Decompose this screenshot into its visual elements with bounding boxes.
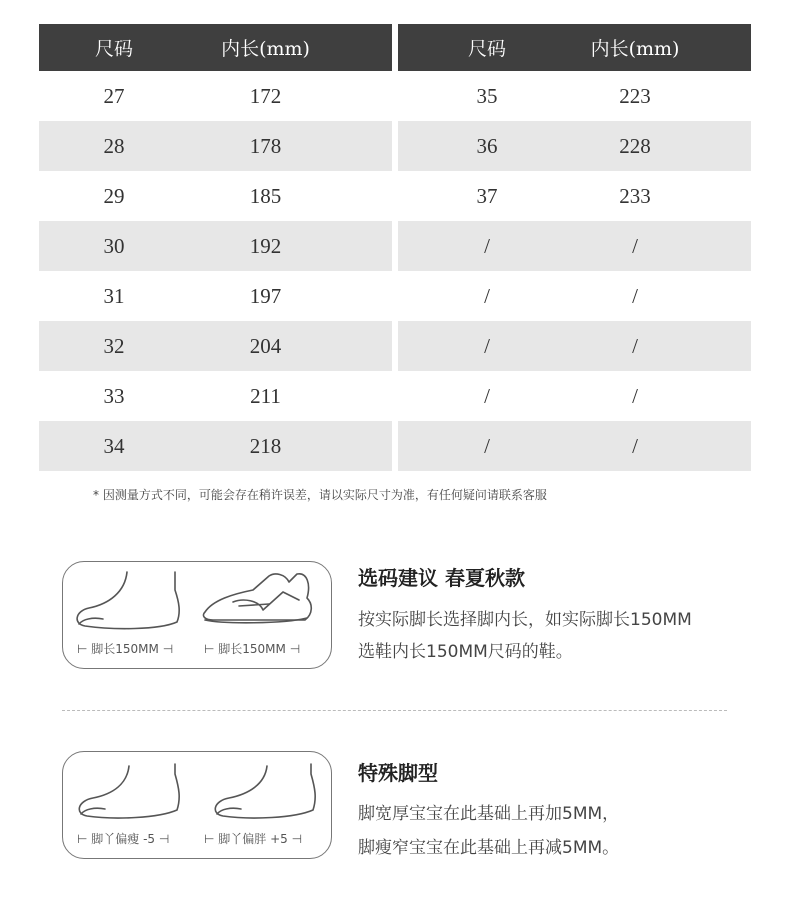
table-row <box>39 271 392 321</box>
length-cell: / <box>632 333 638 358</box>
size-cell: 27 <box>103 83 125 108</box>
size-cell: / <box>484 383 490 408</box>
size-cell: / <box>484 233 490 258</box>
header-inner-length: 内长(mm) <box>221 38 310 60</box>
length-cell: 192 <box>249 233 282 258</box>
special-foot-line: 脚宽厚宝宝在此基础上再加5MM， <box>358 804 620 824</box>
table-row <box>398 321 751 371</box>
section-divider <box>62 710 727 711</box>
size-advice-line: 按实际脚长选择脚内长，如实际脚长150MM <box>358 610 692 630</box>
table-row <box>398 121 751 171</box>
length-cell: 218 <box>249 433 282 458</box>
header-inner-length: 内长(mm) <box>590 38 680 60</box>
table-row <box>398 371 751 421</box>
size-cell: 31 <box>103 283 125 308</box>
table-row <box>39 421 392 471</box>
table-row <box>39 371 392 421</box>
length-cell: 197 <box>249 283 282 308</box>
foot-length-card <box>62 561 332 669</box>
special-foot-title: 特殊脚型 <box>358 761 438 785</box>
table-row <box>39 71 392 121</box>
measurement-note: * 因测量方式不同，可能会存在稍许误差，请以实际尺寸为准，有任何疑问请联系客服 <box>93 488 547 502</box>
size-advice-line: 选鞋内长150MM尺码的鞋。 <box>358 642 573 662</box>
table-row <box>39 221 392 271</box>
size-cell: 30 <box>103 233 125 258</box>
shoe-icon <box>203 574 311 623</box>
table-row <box>398 421 751 471</box>
length-cell: 178 <box>249 133 282 158</box>
length-cell: / <box>632 383 638 408</box>
thin-foot-caption: ⊢ 脚丫偏瘦 -5 ⊣ <box>77 832 170 846</box>
wide-foot-caption: ⊢ 脚丫偏胖 +5 ⊣ <box>204 832 303 846</box>
size-cell: 35 <box>476 83 498 108</box>
length-cell: 172 <box>249 83 282 108</box>
length-cell: 185 <box>249 183 282 208</box>
size-cell: 33 <box>103 383 125 408</box>
length-cell: 223 <box>619 83 651 108</box>
shoe-length-caption: ⊢ 脚长150MM ⊣ <box>204 642 301 656</box>
special-foot-line: 脚瘦窄宝宝在此基础上再减5MM。 <box>358 838 620 858</box>
table-row <box>39 171 392 221</box>
size-table-right <box>398 24 751 471</box>
size-advice-title: 选码建议 春夏秋款 <box>358 566 525 590</box>
table-row <box>39 121 392 171</box>
size-cell: 34 <box>103 433 125 458</box>
length-cell: 211 <box>250 383 281 408</box>
length-cell: / <box>632 283 638 308</box>
length-cell: / <box>632 433 638 458</box>
size-cell: / <box>484 433 490 458</box>
header-size: 尺码 <box>94 38 133 60</box>
size-cell: 28 <box>103 133 125 158</box>
foot-length-caption: ⊢ 脚长150MM ⊣ <box>77 642 174 656</box>
length-cell: 204 <box>249 333 282 358</box>
length-cell: / <box>632 233 638 258</box>
size-cell: 37 <box>476 183 498 208</box>
special-foot-card <box>62 751 332 859</box>
size-cell: / <box>484 333 490 358</box>
size-cell: / <box>484 283 490 308</box>
table-header <box>398 24 751 71</box>
length-cell: 233 <box>619 183 651 208</box>
size-table-left <box>39 24 392 471</box>
thin-foot-icon <box>79 764 179 818</box>
table-row <box>398 71 751 121</box>
size-cell: 36 <box>476 133 498 158</box>
table-row <box>398 271 751 321</box>
table-row <box>398 171 751 221</box>
header-size: 尺码 <box>467 38 506 60</box>
size-cell: 29 <box>103 183 125 208</box>
table-row <box>39 321 392 371</box>
table-header <box>39 24 392 71</box>
foot-icon <box>77 572 179 629</box>
wide-foot-icon <box>215 764 315 818</box>
table-row <box>398 221 751 271</box>
length-cell: 228 <box>619 133 651 158</box>
size-cell: 32 <box>103 333 125 358</box>
